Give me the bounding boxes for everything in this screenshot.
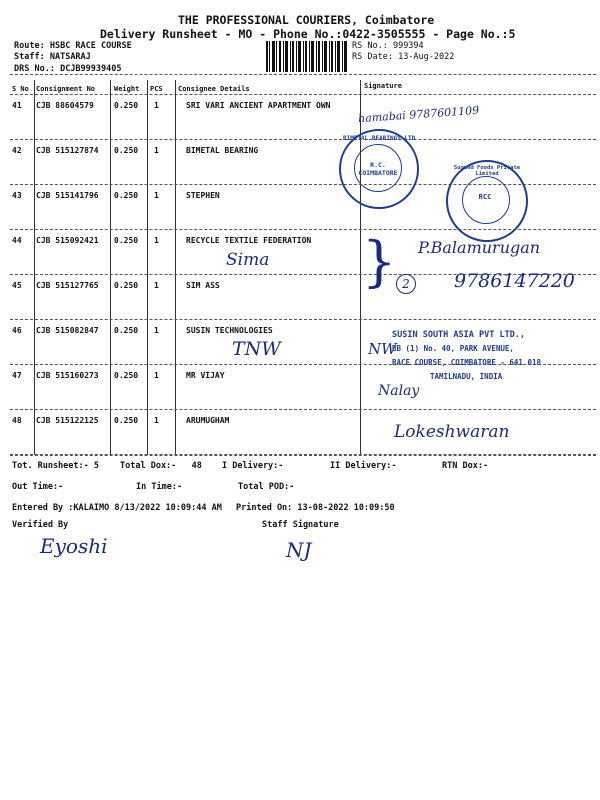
handwritten-tnw: TNW [232,338,281,360]
handwritten-sign-row46: NW [368,340,397,358]
row-consignment: CJB 515122125 [36,416,99,425]
row-weight: 0.250 [114,326,139,335]
bimetal-stamp: BIMETAL BEARINGS LTD R.C. COIMBATORE [339,129,419,209]
row-sno: 46 [12,326,22,335]
company-title: THE PROFESSIONAL COURIERS, Coimbatore [178,13,435,27]
row-consignment: CJB 88604579 [36,101,94,110]
row-sno: 48 [12,416,22,425]
col-consignment: Consignment No [36,85,96,93]
row-consignee: SUSIN TECHNOLOGIES [186,326,273,335]
staff-signature-mark: NJ [286,538,312,562]
row-consignment: CJB 515141796 [36,191,99,200]
row-pcs: 1 [154,371,159,380]
row-weight: 0.250 [114,101,139,110]
route-value: HSBC RACE COURSE [49,41,132,51]
row-sno: 44 [12,236,22,245]
row-consignment: CJB 515082847 [36,326,99,335]
rs-date-line [352,52,454,62]
col-weight: Weight [114,85,140,93]
printed-on: Printed On: 13-08-2022 10:09:50 [236,503,395,513]
row-weight: 0.250 [114,371,139,380]
row-consignee: ARUMUGHAM [186,416,230,425]
handwritten-phone-row45: 9786147220 [454,270,575,292]
brace-mark: } [362,230,397,293]
rs-date-value: 13-Aug-2022 [398,52,455,62]
rtn-dox: RTN Dox:- [442,461,489,471]
i-delivery: I Delivery:- [222,461,284,471]
total-dox: Total Dox:- 48 [120,461,202,471]
table-row [10,95,596,140]
row-consignment: CJB 515160273 [36,371,99,380]
verified-signature: Eyoshi [40,534,108,558]
row-pcs: 1 [154,416,159,425]
row-pcs: 1 [154,281,159,290]
row-weight: 0.250 [114,236,139,245]
row-pcs: 1 [154,101,159,110]
row-consignee: RECYCLE TEXTILE FEDERATION [186,236,312,245]
row-sno: 41 [12,101,22,110]
col-pcs: PCS [150,85,163,93]
row-pcs: 1 [154,236,159,245]
row-sno: 45 [12,281,22,290]
entered-by: Entered By :KALAIMO 8/13/2022 10:09:44 AM [12,503,222,513]
handwritten-name-phone: hamabai 9787601109 [357,103,480,126]
row-consignee: SRI VARI ANCIENT APARTMENT OWN [186,101,331,110]
col-consignee: Consignee Details [178,85,250,93]
route-label: Route: [14,41,45,51]
row-consignee: MR VIJAY [186,371,225,380]
in-time: In Time:- [136,482,183,492]
col-sno: S No [12,85,29,93]
row-sno: 47 [12,371,22,380]
row-sno: 43 [12,191,22,200]
totals-divider [10,455,596,456]
header-divider [10,74,596,75]
staff-label: Staff: [14,52,45,62]
susin-stamp: SUSIN SOUTH ASIA PVT LTD., BB (1) No. 40, PARK AVENUE, RACE COURSE, COIMBATORE - 641 018 TAMILNADU, INDIA [392,330,542,381]
row-weight: 0.250 [114,146,139,155]
row-weight: 0.250 [114,191,139,200]
col-signature: Signature [364,82,402,90]
rs-no-line [352,41,424,51]
rs-date-label: RS Date: [352,52,393,62]
barcode-image [266,41,348,72]
verified-by-label: Verified By [12,520,69,530]
staff-line [14,52,91,62]
row-consignment: CJB 515127874 [36,146,99,155]
rs-no-value: 999394 [392,41,424,51]
circled-number: 2 [396,274,416,294]
handwritten-sima: Sima [226,250,270,270]
row-pcs: 1 [154,326,159,335]
staff-signature-label: Staff Signature [262,520,339,530]
handwritten-lokeshwaran: Lokeshwaran [394,422,510,442]
rs-no-label: RS No.: [352,41,388,51]
row-sno: 42 [12,146,22,155]
row-consignment: CJB 515092421 [36,236,99,245]
row-consignee: STEPHEN [186,191,220,200]
total-pod: Total POD:- [238,482,295,492]
runsheet-title: Delivery Runsheet - MO - Phone No.:0422-3505555 - Page No.:5 [100,27,516,41]
drs-value: DCJB99939405 [60,64,122,74]
handwritten-signature-row44: P.Balamurugan [418,238,541,257]
drs-label: DRS No.: [14,64,55,74]
drs-line [14,64,122,74]
row-consignment: CJB 515127765 [36,281,99,290]
ii-delivery: II Delivery:- [330,461,397,471]
row-consignee: SIM ASS [186,281,220,290]
sugund-stamp: Sugund Foods Private Limited RCC [446,160,528,242]
tot-runsheet: Tot. Runsheet:- 5 [12,461,99,471]
row-pcs: 1 [154,191,159,200]
route-line [14,41,132,51]
handwritten-nalay: Nalay [378,383,420,399]
row-consignee: BIMETAL BEARING [186,146,259,155]
staff-value: NATSARAJ [49,52,91,62]
row-weight: 0.250 [114,281,139,290]
row-pcs: 1 [154,146,159,155]
out-time: Out Time:- [12,482,64,492]
row-weight: 0.250 [114,416,139,425]
